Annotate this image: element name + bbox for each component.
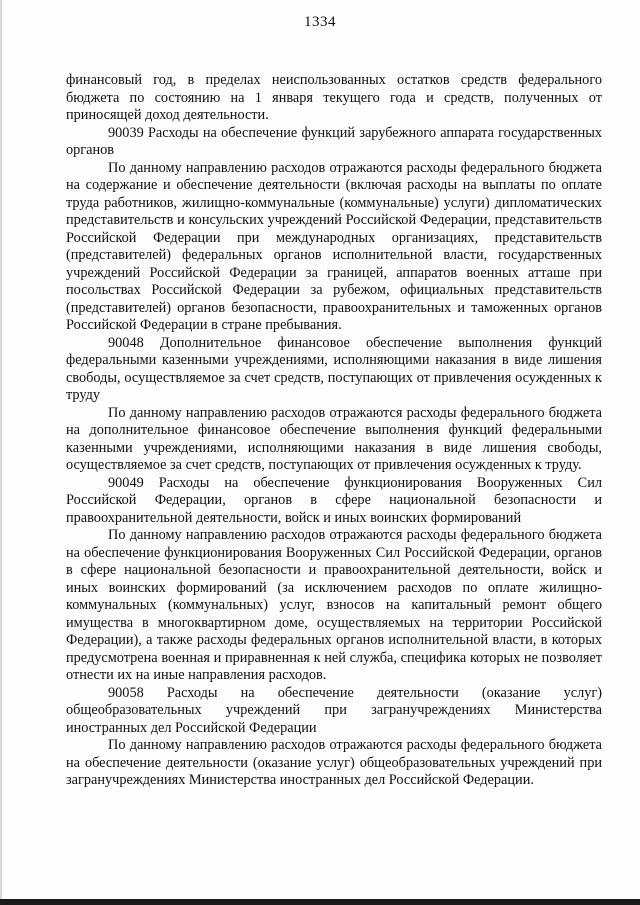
scan-left-edge xyxy=(0,0,2,905)
section-heading-90039: 90039 Расходы на обеспечение функций зарубежного аппарата государственных органов xyxy=(66,124,602,158)
section-heading-90058: 90058 Расходы на обеспечение деятельности (оказание услуг) общеобразовательных учреждений при загранучреждениях Министерства иностранных дел Российской Федерации xyxy=(66,684,602,736)
page-number: 1334 xyxy=(304,14,336,30)
paragraph-90049-description: По данному направлению расходов отражаются расходы федерального бюджета на обеспечение функционирования Вооруженных Сил Российской Федерации, органов в сфере национальной безопасности и правоохранительной деятельности, войск и иных воинских формирований (за исключением расходов по оплате жилищно-коммунальных (коммунальных) услуг, взносов на капитальный ремонт общего имущества в многоквартирном доме, осуществляемых на территории Российской Федерации), а также расходы федеральных органов исполнительной власти, в которых предусмотрена военная и приравненная к ней служба, специфика которых не позволяет отнести их на иные направления расходов. xyxy=(66,527,602,683)
document-body xyxy=(66,72,602,790)
paragraph-90039-description: По данному направлению расходов отражаются расходы федерального бюджета на содержание и обеспечение деятельности (включая расходы на выплаты по оплате труда работников, жилищно-коммунальные (коммунальные) услуги) дипломатических представительств и консульских учреждений Российской Федерации, представительств Российской Федерации при международных организациях, представительств (представителей) федеральных органов исполнительной власти, государственных учреждений Российской Федерации за границей, аппаратов военных атташе при посольствах Российской Федерации за рубежом, официальных представительств (представителей) органов безопасности, правоохранительных и таможенных органов Российской Федерации в стране пребывания. xyxy=(66,159,602,333)
paragraph-continuation: финансовый год, в пределах неиспользованных остатков средств федерального бюджета по состоянию на 1 января текущего года и средств, полученных от приносящей доход деятельности. xyxy=(66,72,602,123)
paragraph-90058-description: По данному направлению расходов отражаются расходы федерального бюджета на обеспечение деятельности (оказание услуг) общеобразовательных учреждений при загранучреждениях Министерства иностранных дел Российской Федерации. xyxy=(66,737,602,788)
section-heading-90049: 90049 Расходы на обеспечение функционирования Вооруженных Сил Российской Федерации, органов в сфере национальной безопасности и правоохранительной деятельности, войск и иных воинских формирований xyxy=(66,474,602,526)
section-heading-90048: 90048 Дополнительное финансовое обеспечение выполнения функций федеральными казенными учреждениями, исполняющими наказания в виде лишения свободы, осуществляемое за счет средств, поступающих от привлечения осужденных к труду xyxy=(66,334,602,403)
scan-bottom-edge xyxy=(0,899,640,905)
paragraph-90048-description: По данному направлению расходов отражаются расходы федерального бюджета на дополнительное финансовое обеспечение выполнения функций федеральными казенными учреждениями, исполняющими наказания в виде лишения свободы, осуществляемое за счет средств, поступающих от привлечения осужденных к труду. xyxy=(66,404,602,473)
